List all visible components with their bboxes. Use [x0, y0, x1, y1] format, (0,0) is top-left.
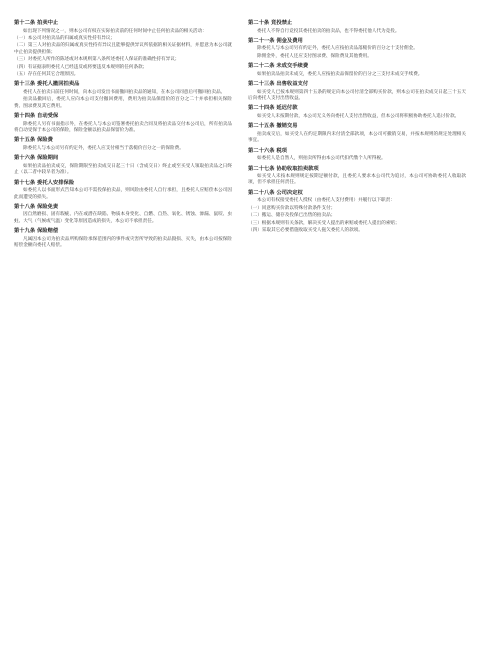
article-paragraph: 除委托人与本公司另有约定外，委托人应支付相当于落槌价百分之一的保险费。 — [23, 145, 184, 151]
list-item: （二）搬运、储存及投保已出售的拍卖品； — [248, 213, 336, 219]
article-paragraph: 除委托人与本公司另有约定外，委托人应按拍卖品落槌价的百分之十支付佣金。 — [257, 46, 418, 52]
article-heading: 第十二条 拍卖中止 — [14, 20, 59, 26]
article-paragraph: 委托人不得自行竞投其委托拍卖的拍卖品，也不得委托他人代为竞投。 — [257, 28, 400, 34]
article-heading: 第二十七条 协助收取拍卖款项 — [248, 165, 319, 172]
list-item: （四）采取其它必要措施收取买受人拖欠委托人的款项。 — [248, 228, 363, 233]
article-heading: 第二十二条 未成交手续费 — [248, 63, 309, 70]
article-paragraph: 如买受人未按期付款，本公司无义务向委托人支付出售收益，但本公司将积极协助委托人追讨价款。 — [257, 113, 460, 119]
article-paragraph: 如买受人未按本规则规定按期足额付款，且委托人要求本公司代为追讨，本公司可协助委托人收取款项，但不承担任何责任。 — [248, 174, 466, 186]
list-item: （一）同意购买价款以特殊付款条件支付； — [248, 205, 336, 211]
article — [248, 123, 466, 144]
article — [248, 148, 466, 163]
article-paragraph: 因自然磨损、固有瑕疵、内在或潜在缺陷、物质本身变化、自燃、自热、氧化、锈蚀、渗漏、鼠咬、虫蛀、大气（气候或气温）变化等原因造成的损失，本公司不承担责任。 — [14, 212, 232, 224]
article-paragraph: 拍卖成交后，如买受人在约定期限内未付清全部款项，本公司可撤销交易，并按本规则的规定处理相关事宜。 — [248, 131, 466, 144]
article — [248, 166, 466, 187]
article — [14, 180, 232, 201]
article-paragraph: 本公司有权接受委托人授权（由委托人支付费用）并履行以下职责： — [257, 198, 395, 204]
list-item: （一）本公司对拍卖品的归属或真实性持有异议； — [14, 35, 116, 41]
article — [14, 204, 232, 225]
article-heading: 第十五条 保险费 — [14, 137, 53, 144]
article-heading: 第十六条 保险期间 — [14, 155, 59, 162]
article-heading: 第二十四条 延迟付款 — [248, 105, 298, 112]
article — [14, 228, 232, 249]
article-heading: 第十八条 保险免责 — [14, 203, 59, 210]
article — [14, 155, 232, 176]
article-heading: 第二十六条 税项 — [248, 147, 287, 154]
list-item: （五）存在任何其它合理原因。 — [14, 71, 79, 77]
list-item: （二）第三人对拍卖品的归属或真实性持有异议且能够提供异议所依据的相关证据材料，并愿意为本公司就中止拍卖提供担保； — [14, 43, 232, 55]
article-heading: 第二十条 竞投禁止 — [248, 20, 293, 26]
article — [14, 137, 232, 152]
list-item: （四）有证据表明委托人已经违反或将要违反本规则的任何条款； — [14, 64, 148, 70]
article-paragraph: 凡属因本公司为拍卖品所购保险承保范围内的事件或灾害所导致的拍卖品毁损、灭失，由本公司按保险赔偿金额向委托人赔偿。 — [14, 236, 232, 249]
article-paragraph: 如委托人是自然人，则拍卖所得由本公司代扣代缴个人所得税。 — [257, 156, 386, 162]
article — [248, 81, 466, 102]
article-heading: 第二十五条 撤销交易 — [248, 123, 298, 130]
article — [248, 190, 466, 235]
list-item: （三）根据本规则有关条款，解决买受人提出的索赔或委托人提出的索赔； — [248, 220, 400, 226]
article-heading: 第十九条 保险赔偿 — [14, 228, 59, 235]
article-heading: 第十四条 自动受保 — [14, 113, 59, 120]
article-paragraph: 如果拍卖品拍卖成交，保险期限至拍卖成交日起三十日（含成交日）终止或至买受人领取拍卖品之日终止（以二者中较早者为准）。 — [14, 163, 232, 176]
article — [248, 105, 466, 120]
article-heading: 第十三条 委托人撤回拍卖品 — [14, 81, 80, 88]
article — [248, 63, 466, 78]
article-paragraph: 如出现下列情况之一，则本公司有权在实际拍卖前的任何时间中止任何拍卖品的相关活动： — [23, 28, 207, 34]
article-paragraph: 如果拍卖品拍卖未成交，委托人应按拍卖品保留价的百分之三支付未成交手续费。 — [257, 71, 423, 77]
article-paragraph: 如买受人已按本规则第四十五条的规定向本公司付清全部购买价款，则本公司在拍卖成交日起三十五天后向委托人支付出售收益。 — [248, 89, 466, 102]
article-heading: 第二十一条 佣金及费用 — [248, 37, 303, 44]
left-column — [14, 20, 232, 253]
article-paragraph: 委托人在拍卖日前任何时间，向本公司发出书面撤回拍卖品的通知，在本公司同意后可撤回拍卖品。 — [23, 89, 226, 95]
article-heading: 第二十三条 出售收益支付 — [248, 81, 309, 88]
article-paragraph: 如委托人以书面形式告知本公司不需投保拍卖品，则风险由委托人自行承担，且委托人应赔偿本公司因此而遭受的损失。 — [14, 188, 232, 200]
list-item: （三）对委托人所作的陈述或对本规则第八条所述委托人保证的准确性持有异议； — [14, 57, 180, 63]
article — [14, 20, 232, 78]
article-paragraph: 拍卖品撤回后，委托人应向本公司支付撤回费用，费用为拍卖品保留价的百分之二十并承担相关保险费、图录费及其它费用。 — [14, 97, 232, 109]
article — [248, 38, 466, 60]
right-column — [248, 20, 466, 237]
article — [14, 81, 232, 110]
article-paragraph: 除佣金外，委托人还应支付图录费、保险费及其他费用。 — [257, 53, 372, 59]
article-heading: 第十七条 委托人安排保险 — [14, 179, 75, 186]
article-paragraph: 除委托人另有书面指示外，在委托人与本公司签署委托拍卖合同及将拍卖品交付本公司后，所有拍卖品将自动受保于本公司的保险，保险金额以拍卖品保留价为准。 — [14, 121, 232, 133]
article — [14, 113, 232, 134]
article — [248, 20, 466, 35]
article-heading: 第二十八条 公司决定权 — [248, 189, 303, 196]
